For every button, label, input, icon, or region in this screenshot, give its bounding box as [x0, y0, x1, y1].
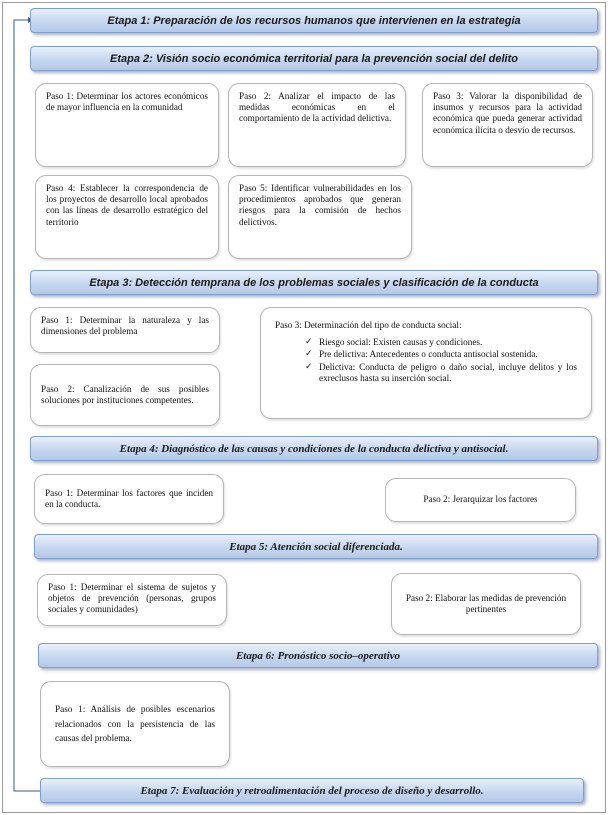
stage-5	[34, 534, 598, 559]
etapa2-paso5: Paso 5: Identificar vulnerabilidades en los procedimientos aprobados que generan riesgos para la comisión de hechos delictivos.	[228, 175, 412, 259]
etapa2-paso4: Paso 4: Establecer la correspondencia de los proyectos de desarrollo local aprobados con las líneas de desarrollo estratégico del territorio	[35, 175, 219, 259]
etapa2-paso3: Paso 3: Valorar la disponibilidad de insumos y recursos para la actividad económica que pueda generar actividad económica ilícita o desvío de recursos.	[422, 83, 593, 167]
conduct-type-item: ✓ Pre delictiva: Antecedentes o conducta antisocial sostenida.	[305, 349, 538, 360]
conduct-type-list	[275, 337, 577, 384]
etapa5-paso1: Paso 1: Determinar el sistema de sujetos y objetos de prevención (personas, grupos sociales y comunidades)	[37, 574, 227, 626]
conduct-type-item: ✓ Riesgo social: Existen causas y condiciones.	[305, 337, 483, 348]
stage-1-label: Etapa 1: Preparación de los recursos humanos que intervienen en la estrategia	[107, 14, 521, 27]
stage-1	[30, 8, 598, 33]
etapa6-paso1: Paso 1: Análisis de posibles escenarios relacionados con la persistencia de las causas del problema.	[40, 681, 230, 767]
etapa2-paso1: Paso 1: Determinar los actores económicos de mayor influencia en la comunidad	[35, 83, 219, 167]
etapa4-paso2: Paso 2: Jerarquizar los factores	[385, 478, 576, 522]
stage-7-label: Etapa 7: Evaluación y retroalimentación del proceso de diseño y desarrollo.	[140, 784, 484, 797]
stage-7	[40, 778, 584, 803]
stage-4	[30, 436, 598, 461]
stage-6-label: Etapa 6: Pronóstico socio–operativo	[235, 649, 401, 662]
check-icon: ✓	[305, 337, 313, 348]
etapa5-paso2: Paso 2: Elaborar las medidas de prevención pertinentes	[391, 573, 581, 635]
stage-2-label: Etapa 2: Visión socio económica territorial para la prevención social del delito	[110, 52, 518, 65]
stage-5-label: Etapa 5: Atención social diferenciada.	[229, 540, 403, 553]
stage-2	[30, 46, 598, 71]
etapa3-paso2: Paso 2: Canalización de sus posibles soluciones por instituciones competentes.	[30, 364, 220, 426]
stage-3-label: Etapa 3: Detección temprana de los problemas sociales y clasificación de la conducta	[89, 276, 539, 289]
etapa4-paso1: Paso 1: Determinar los factores que inciden en la conducta.	[34, 474, 224, 524]
conduct-type-item: ✓ Delictiva: Conducta de peligro o daño social, incluye delitos y los exreclusos hasta su inserción social.	[305, 361, 577, 383]
stage-6	[38, 643, 598, 668]
check-icon: ✓	[305, 361, 313, 372]
etapa3-paso3: Paso 3: Determinación del tipo de conducta social: ✓ Riesgo social: Existen causas y condiciones. ✓ Pre delictiva: Antecedentes o conducta antisocial sostenida. ✓ Delictiva: Conducta de peligro o daño social, incluye delitos y los exreclusos hasta su inserción social.	[260, 307, 592, 419]
stage-3	[30, 270, 598, 295]
check-icon: ✓	[305, 349, 313, 360]
etapa2-paso2: Paso 2: Analizar el impacto de las medidas económicas en el comportamiento de la actividad delictiva.	[228, 83, 406, 167]
stage-4-label: Etapa 4: Diagnóstico de las causas y condiciones de la conducta delictiva y antisocial.	[119, 442, 509, 455]
etapa3-paso1: Paso 1: Determinar la naturaleza y las dimensiones del problema	[30, 307, 220, 353]
